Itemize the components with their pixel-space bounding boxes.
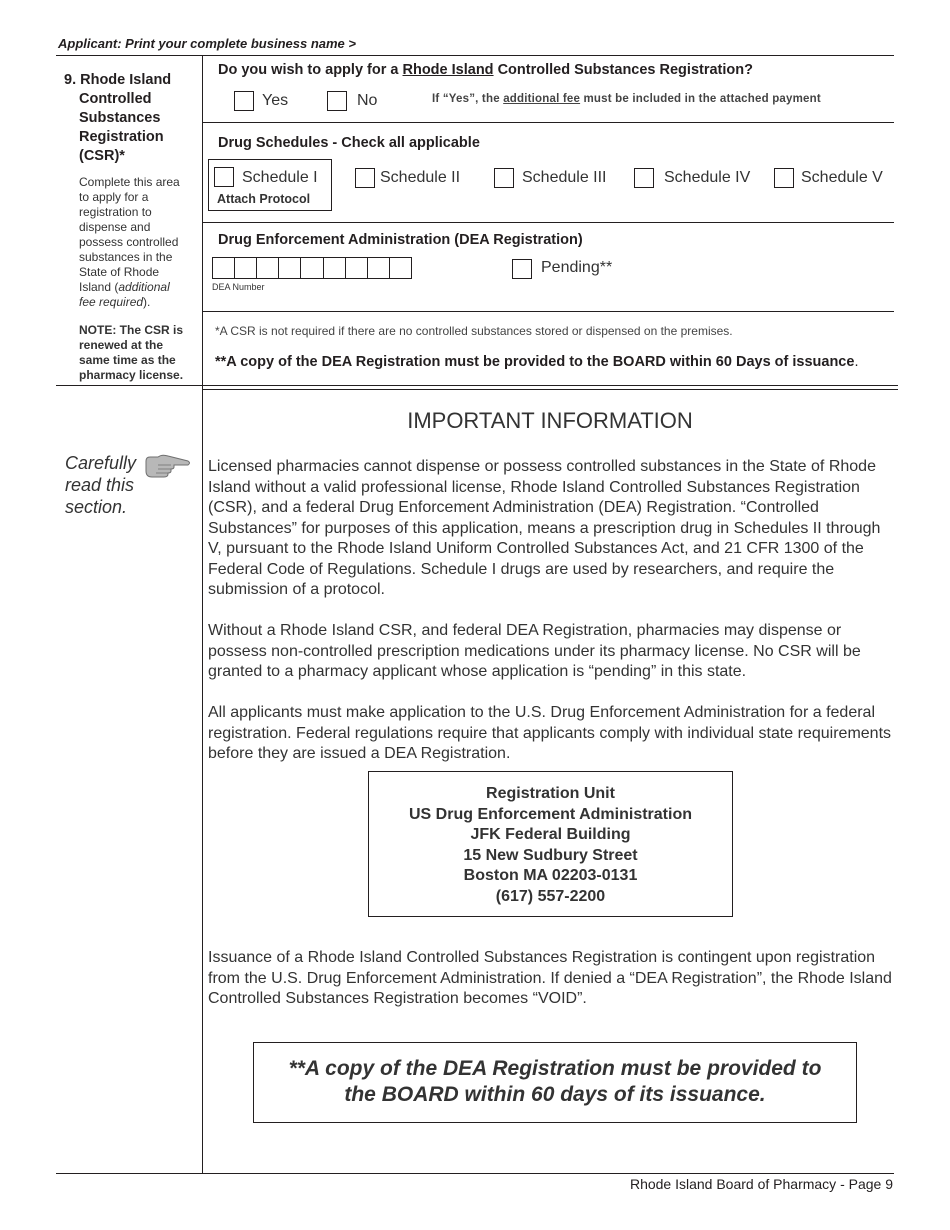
csr-footnote: *A CSR is not required if there are no controlled substances stored or dispensed on the premises. <box>215 324 733 338</box>
section-end-line <box>56 385 898 386</box>
applicant-label: Applicant: Print your complete business name > <box>58 36 356 51</box>
footer-line <box>56 1173 894 1174</box>
pointing-hand-icon <box>144 453 192 479</box>
yes-label: Yes <box>262 92 289 109</box>
important-paragraph-2: Without a Rhode Island CSR, and federal DEA Registration, pharmacies may dispense or possess non-controlled prescription medications under its pharmacy license. No CSR will be granted to a pharmacy applicant whose application is “pending” in this state. <box>208 622 861 680</box>
closing-paragraph: Issuance of a Rhode Island Controlled Substances Registration is contingent upon registration from the U.S. Drug Enforcement Administration. If denied a “DEA Registration”, the Rhode Island Controlled Substances Registration becomes “VOID”. <box>208 949 892 1007</box>
applicant-name-line[interactable] <box>56 55 894 56</box>
divider <box>202 122 894 123</box>
important-paragraph-3: All applicants must make application to the U.S. Drug Enforcement Administration for a federal registration. Federal regulations require that applicants comply with individual state requirements before they are issued a DEA Registration. <box>208 704 892 762</box>
yes-checkbox[interactable] <box>234 91 254 111</box>
section-title: 9. Rhode Island Controlled Substances Registration (CSR)* <box>64 72 172 164</box>
schedule-iii-checkbox[interactable] <box>494 168 514 188</box>
renewal-note: NOTE: The CSR is renewed at the same time as the pharmacy license. <box>79 323 184 382</box>
important-paragraph-1: Licensed pharmacies cannot dispense or possess controlled substances in the State of Rhode Island without a valid professional license, Rhode Island Controlled Substances Registration (CSR), and a federal Drug Enforcement Administration (DEA) Registration. “Controlled Substances” for purposes of this application, means a prescription drug in Schedules II through V, pursuant to the Rhode Island Uniform Controlled Substances Act, and 21 CFR 1300 of the Federal Code of Regulations. Schedule I drugs are used by researchers, and require the submission of a protocol. <box>208 458 881 598</box>
important-heading: IMPORTANT INFORMATION <box>407 408 693 433</box>
dea-heading: Drug Enforcement Administration (DEA Registration) <box>218 232 583 248</box>
schedules-heading: Drug Schedules - Check all applicable <box>218 135 480 151</box>
page-footer: Rhode Island Board of Pharmacy - Page 9 <box>629 1176 893 1192</box>
dea-number-label: DEA Number <box>212 282 265 292</box>
pending-checkbox[interactable] <box>512 259 532 279</box>
schedule-iv-checkbox[interactable] <box>634 168 654 188</box>
csr-question: Do you wish to apply for a Rhode Island Controlled Substances Registration? <box>218 62 753 78</box>
schedule-iv-label: Schedule IV <box>664 169 751 186</box>
section-description: Complete this area to apply for a registration to dispense and possess controlled substances in the State of Rhode Island (additional fee required). <box>79 175 180 309</box>
dea-number-input[interactable] <box>212 257 412 279</box>
divider <box>202 222 894 223</box>
dea-copy-footnote: **A copy of the DEA Registration must be provided to the BOARD within 60 Days of issuance. <box>215 354 859 370</box>
no-checkbox[interactable] <box>327 91 347 111</box>
schedule-ii-checkbox[interactable] <box>355 168 375 188</box>
divider <box>202 311 894 312</box>
section-end-line-right <box>202 389 898 390</box>
schedule-ii-label: Schedule II <box>380 169 461 186</box>
careful-note: Carefully read this section. <box>65 453 137 517</box>
schedule-i-label: Schedule I <box>242 169 318 186</box>
schedule-i-checkbox[interactable] <box>214 167 234 187</box>
schedule-v-label: Schedule V <box>801 169 883 186</box>
schedule-iii-label: Schedule III <box>522 169 607 186</box>
dea-address-box: Registration Unit US Drug Enforcement Administration JFK Federal Building 15 New Sudbury Street Boston MA 02203-0131 (617) 557-2200 <box>368 771 733 917</box>
fee-note: If “Yes”, the additional fee must be included in the attached payment <box>432 93 821 105</box>
no-label: No <box>357 92 378 109</box>
schedule-v-checkbox[interactable] <box>774 168 794 188</box>
dea-copy-callout: **A copy of the DEA Registration must be provided to the BOARD within 60 days of its issuance. <box>253 1042 857 1123</box>
attach-protocol-label: Attach Protocol <box>217 192 311 206</box>
pending-label: Pending** <box>541 259 613 276</box>
